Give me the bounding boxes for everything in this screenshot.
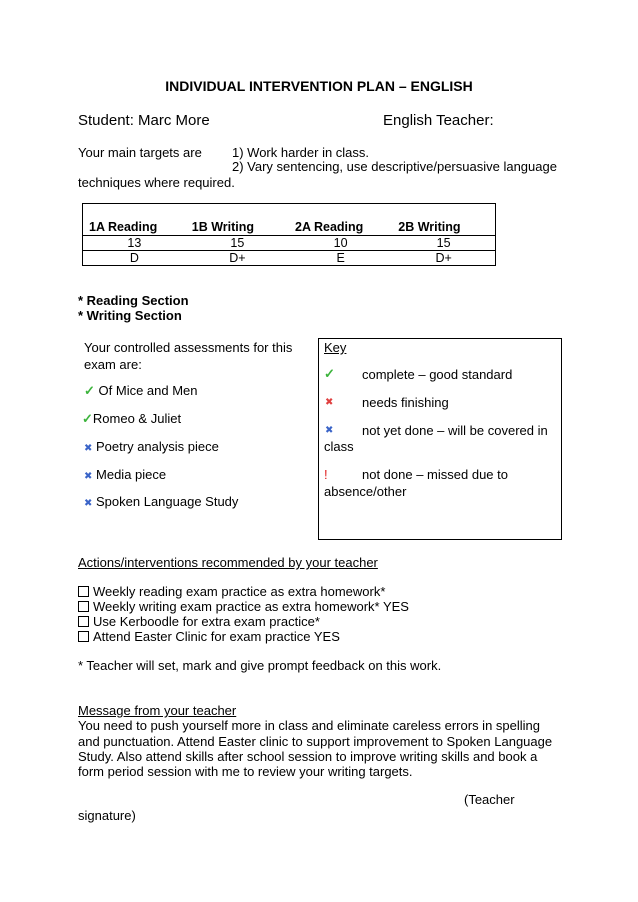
assessment-item: ✖ Media piece	[84, 467, 167, 482]
assessment-item: ✖ Spoken Language Study	[84, 494, 239, 509]
check-icon: ✓	[82, 411, 93, 426]
message-line: You need to push yourself more in class and eliminate careless errors in spelling	[78, 718, 540, 733]
teacher-label: English Teacher:	[383, 112, 494, 129]
message-heading: Message from your teacher	[78, 703, 237, 718]
grade-header: 2B Writing	[392, 204, 495, 236]
grade-score: 15	[392, 236, 495, 251]
checkbox-icon	[78, 616, 89, 627]
signature-label-cont: signature)	[78, 808, 136, 823]
assessments-intro-cont: exam are:	[84, 357, 142, 372]
grade-score: 15	[186, 236, 289, 251]
grade-header: 1A Reading	[83, 204, 186, 236]
targets-label: Your main targets are	[78, 145, 202, 160]
check-icon: ✓	[324, 366, 335, 381]
key-notdone: not done – missed due to	[362, 467, 508, 482]
cross-icon: ✖	[84, 498, 93, 509]
key-title: Key	[324, 340, 347, 355]
cross-icon: ✖	[325, 397, 334, 408]
key-needs: needs finishing	[362, 395, 449, 410]
assessment-item: ✖ Poetry analysis piece	[84, 439, 219, 454]
page-title: INDIVIDUAL INTERVENTION PLAN – ENGLISH	[165, 78, 473, 94]
grades-table	[82, 203, 496, 266]
cross-icon: ✖	[84, 443, 93, 454]
key-notyet: not yet done – will be covered in	[362, 423, 548, 438]
grade-letter: D	[129, 251, 139, 265]
message-line: form period session with me to review your writing targets.	[78, 764, 413, 779]
checkbox-icon	[78, 631, 89, 642]
cross-icon: ✖	[84, 471, 93, 482]
target-2-cont: techniques where required.	[78, 175, 235, 190]
checkbox-icon	[78, 601, 89, 612]
actions-heading: Actions/interventions recommended by your teacher	[78, 555, 378, 570]
message-line: Study. Also attend skills after school session to improve writing skills and book a	[78, 749, 538, 764]
action-item: Weekly reading exam practice as extra homework*	[78, 584, 385, 599]
exclamation-icon: !	[324, 467, 328, 482]
student-name: Student: Marc More	[78, 112, 210, 129]
message-line: and punctuation. Attend Easter clinic to support improvement to Spoken Language	[78, 734, 553, 749]
check-icon: ✓	[84, 383, 95, 398]
checkbox-icon	[78, 586, 89, 597]
signature-label: (Teacher	[464, 792, 515, 807]
grade-letter: D+	[435, 251, 452, 265]
writing-section: * Writing Section	[78, 308, 182, 323]
assessment-item: ✓Romeo & Juliet	[82, 411, 182, 426]
cross-icon: ✖	[325, 425, 334, 436]
key-complete: complete – good standard	[362, 367, 513, 382]
grade-score: 10	[289, 236, 392, 251]
action-item: Weekly writing exam practice as extra homework* YES	[78, 599, 409, 614]
grade-letter: E	[336, 251, 345, 265]
target-2: 2) Vary sentencing, use descriptive/persuasive language	[232, 159, 557, 174]
assessments-intro: Your controlled assessments for this	[84, 340, 293, 355]
action-item: Use Kerboodle for extra exam practice*	[78, 614, 320, 629]
grade-letter: D+	[229, 251, 246, 265]
grade-header: 2A Reading	[289, 204, 392, 236]
grade-header: 1B Writing	[186, 204, 289, 236]
key-notdone-cont: absence/other	[324, 484, 407, 499]
grade-score: 13	[83, 236, 186, 251]
assessment-item: ✓ Of Mice and Men	[84, 383, 198, 398]
action-item: Attend Easter Clinic for exam practice YES	[78, 629, 340, 644]
target-1: 1) Work harder in class.	[232, 145, 370, 160]
key-notyet-cont: class	[324, 439, 354, 454]
actions-footnote: * Teacher will set, mark and give prompt feedback on this work.	[78, 658, 442, 673]
reading-section: * Reading Section	[78, 293, 189, 308]
